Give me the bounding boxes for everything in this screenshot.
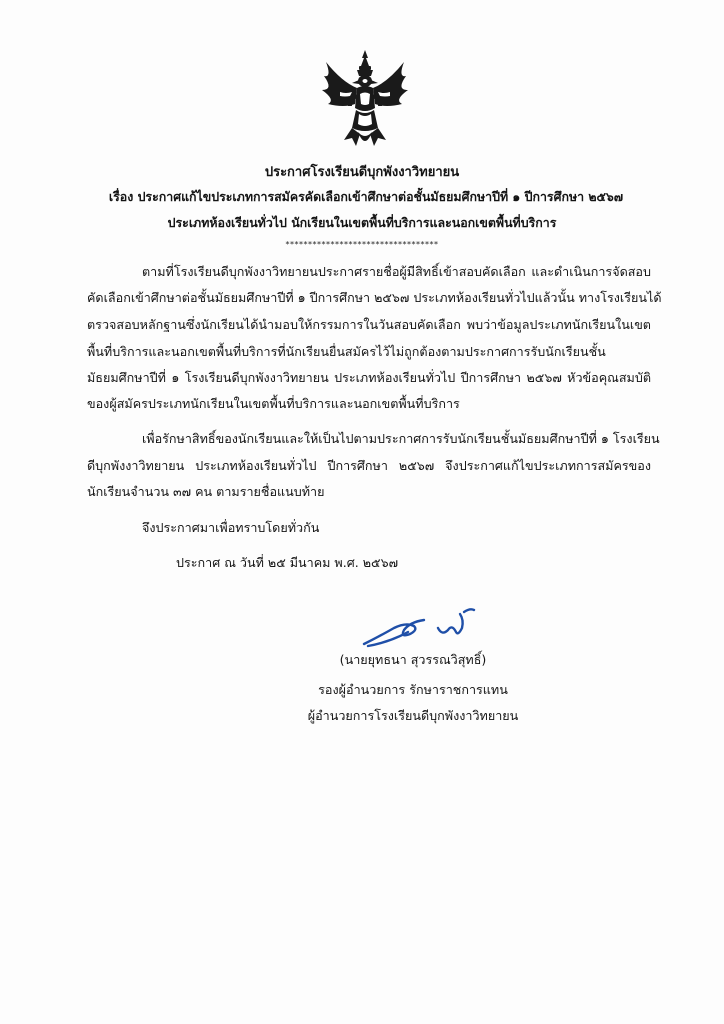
paragraph1-line: พื้นที่บริการและนอกเขตพื้นที่บริการที่นักเรียนยื่นสมัครไว้ไม่ถูกต้องตามประกาศการรับนักเรียนชั้น <box>87 344 606 359</box>
paragraph1-line: ของผู้สมัครประเภทนักเรียนในเขตพื้นที่บริการและนอกเขตพื้นที่บริการ <box>87 396 460 411</box>
announcement-subject: เรื่อง ประกาศแก้ไขประเภทการสมัครคัดเลือกเข้าศึกษาต่อชั้นมัธยมศึกษาปีที่ ๑ ปีการศึกษา ๒๕๖๗ <box>108 189 624 204</box>
date-line: ประกาศ ณ วันที่ ๒๕ มีนาคม พ.ศ. ๒๕๖๗ <box>176 555 399 570</box>
signer-name: (นายยุทธนา สุวรรณวิสุทธิ์) <box>339 652 487 667</box>
handwritten-signature <box>360 606 480 652</box>
announcement-title: ประกาศโรงเรียนดีบุกพังงาวิทยายน <box>264 165 460 180</box>
paragraph1-line: ตามที่โรงเรียนดีบุกพังงาวิทยายนประกาศรายชื่อผู้มีสิทธิ์เข้าสอบคัดเลือก และดำเนินการจัดสอบ <box>142 264 651 279</box>
separator-stars: ********************************** <box>285 240 439 249</box>
paragraph2-line: ดีบุกพังงาวิทยายน ประเภทห้องเรียนทั่วไป ปีการศึกษา ๒๕๖๗ จึงประกาศแก้ไขประเภทการสมัครของ <box>87 458 651 473</box>
signer-position: รองผู้อำนวยการ รักษาราชการแทน <box>318 682 508 697</box>
signer-position-acting: ผู้อำนวยการโรงเรียนดีบุกพังงาวิทยายน <box>307 708 519 723</box>
paragraph2-line: นักเรียนจำนวน ๓๗ คน ตามรายชื่อแนบท้าย <box>87 484 325 499</box>
announcement-type-line: ประเภทห้องเรียนทั่วไป นักเรียนในเขตพื้นที่บริการและนอกเขตพื้นที่บริการ <box>167 215 557 230</box>
paragraph2-line: เพื่อรักษาสิทธิ์ของนักเรียนและให้เป็นไปตามประกาศการรับนักเรียนชั้นมัธยมศึกษาปีที่ ๑ โรงเรียน <box>142 431 660 446</box>
paragraph1-line: มัธยมศึกษาปีที่ ๑ โรงเรียนดีบุกพังงาวิทยายน ประเภทห้องเรียนทั่วไป ปีการศึกษา ๒๕๖๗ หัวข้อคุณสมบัติ <box>87 370 651 385</box>
closing-line: จึงประกาศมาเพื่อทราบโดยทั่วกัน <box>142 520 320 535</box>
paragraph1-line: คัดเลือกเข้าศึกษาต่อชั้นมัธยมศึกษาปีที่ ๑ ปีการศึกษา ๒๕๖๗ ประเภทห้องเรียนทั่วไปแล้วนั้น ทางโรงเรียนได้ <box>87 290 662 305</box>
paragraph1-line: ตรวจสอบหลักฐานซึ่งนักเรียนได้นำมอบให้กรรมการในวันสอบคัดเลือก พบว่าข้อมูลประเภทนักเรียนในเขต <box>87 317 651 332</box>
garuda-emblem-icon <box>318 48 412 150</box>
